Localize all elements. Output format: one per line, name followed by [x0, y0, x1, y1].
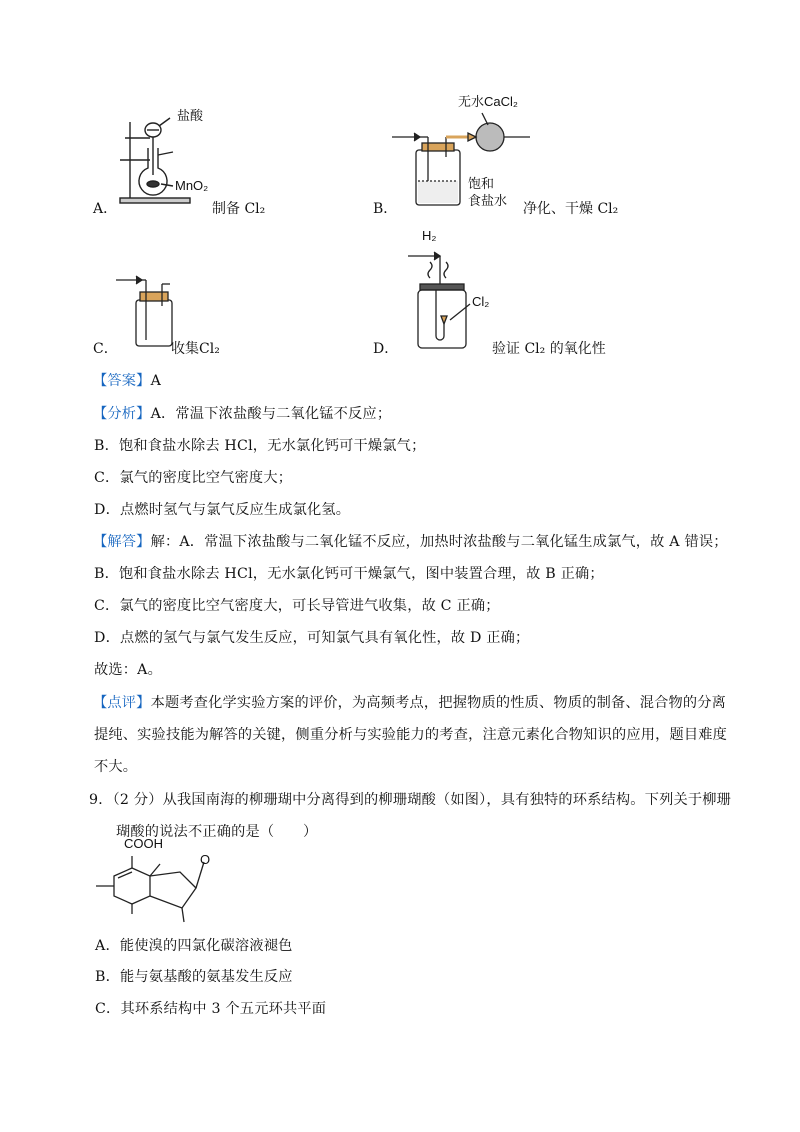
figure-a-caption: 制备 Cl₂ — [212, 201, 266, 217]
analysis-line-3: C．氯气的密度比空气密度大； — [94, 470, 293, 486]
structure-figure — [92, 838, 232, 928]
figure-d-caption: 验证 Cl₂ 的氧化性 — [492, 341, 606, 357]
label-anhydrous-cacl2: 无水CaCl₂ — [458, 94, 518, 109]
solution-tag: 【解答】 — [93, 534, 151, 550]
comment-line-2: 提纯、实验技能为解答的关键，侧重分析与实验能力的考查，注意元素化合物知识的应用，题目难度 — [94, 727, 728, 743]
q9-stem-line-2: 瑚酸的说法不正确的是（ ） — [116, 824, 318, 840]
q9-stem-line-1: 9．（2 分）从我国南海的柳珊瑚中分离得到的柳珊瑚酸（如图），具有独特的环系结构。下列关于柳珊 — [89, 792, 732, 808]
label-saturated-brine-line2: 食盐水 — [468, 194, 508, 209]
figure-b-letter: B． — [373, 201, 398, 217]
q9-option-c: C．其环系结构中 3 个五元环共平面 — [95, 1001, 327, 1017]
answer-line — [93, 370, 161, 390]
label-hydrochloric-acid: 盐酸 — [177, 109, 204, 124]
figure-c-letter: C． — [93, 341, 118, 357]
figure-c-caption: 收集Cl₂ — [171, 341, 220, 357]
answer-tag: 【答案】 — [93, 373, 151, 389]
structure-label-o: O — [200, 852, 211, 867]
label-cl2: Cl₂ — [472, 294, 490, 309]
answer-value: A — [150, 373, 162, 389]
solution-line-3: C．氯气的密度比空气密度大，可长导管进气收集，故 C 正确； — [94, 598, 500, 614]
comment-line-3: 不大。 — [94, 759, 138, 775]
apparatus-d-drawing — [400, 228, 500, 353]
figure-b-caption: 净化、干燥 Cl₂ — [523, 201, 619, 217]
label-saturated-brine-line1: 饱和 — [468, 177, 495, 192]
q9-option-a: A．能使溴的四氯化碳溶液褪色 — [95, 938, 293, 954]
figure-a-letter: A． — [93, 201, 118, 217]
solution-line-2: B．饱和食盐水除去 HCl，无水氯化钙可干燥氯气，图中装置合理，故 B 正确； — [94, 566, 604, 582]
label-mno2: MnO₂ — [175, 178, 209, 193]
structural-formula-drawing — [92, 838, 232, 928]
comment-line-1 — [93, 692, 726, 712]
solution-line-1 — [93, 531, 728, 551]
figure-d — [400, 228, 500, 353]
solution-text: 解：A．常温下浓盐酸与二氧化锰不反应，加热时浓盐酸与二氧化锰生成氯气，故 A 错误； — [150, 534, 728, 550]
comment-text: 本题考查化学实验方案的评价，为高频考点，把握物质的性质、物质的制备、混合物的分离 — [150, 695, 727, 711]
analysis-line-1 — [93, 403, 391, 423]
analysis-line-4: D．点燃时氢气与氯气反应生成氯化氢。 — [94, 502, 351, 518]
analysis-text: A．常温下浓盐酸与二氧化锰不反应； — [150, 406, 392, 422]
figure-d-letter: D． — [373, 341, 399, 357]
label-h2: H₂ — [422, 228, 437, 243]
solution-line-4: D．点燃的氢气与氯气发生反应，可知氯气具有氧化性，故 D 正确； — [94, 630, 530, 646]
analysis-line-2: B．饱和食盐水除去 HCl，无水氯化钙可干燥氯气； — [94, 438, 426, 454]
structure-label-cooh: COOH — [124, 836, 163, 851]
solution-line-5: 故选：A。 — [94, 662, 162, 678]
comment-tag: 【点评】 — [93, 695, 151, 711]
analysis-tag: 【分析】 — [93, 406, 151, 422]
q9-option-b: B．能与氨基酸的氨基发生反应 — [95, 969, 293, 985]
